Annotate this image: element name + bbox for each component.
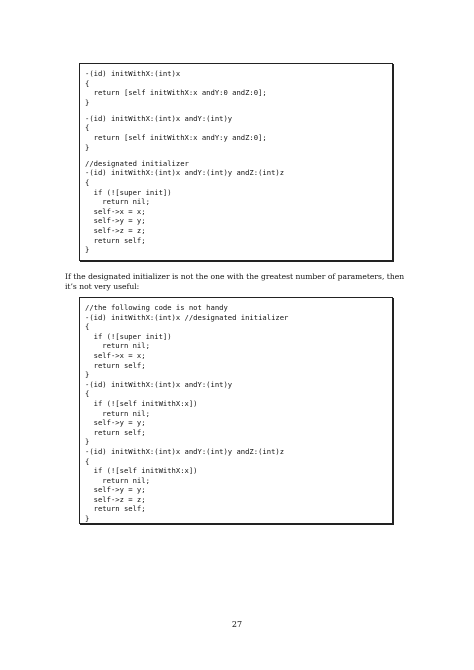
code-line: self->y = y;	[85, 418, 146, 428]
code-line: //designated initializer	[85, 158, 189, 168]
code-line: -(id) initWithX:(int)x //designated initializer	[85, 312, 289, 322]
code-line: {	[85, 322, 90, 332]
body-paragraph: If the designated initializer is not the one with the greatest number of parameters, then it’s not very useful:	[65, 272, 405, 291]
code-line: {	[85, 123, 90, 133]
code-line: return self;	[85, 235, 146, 245]
code-line: self->z = z;	[85, 494, 146, 504]
code-line: //the following code is not handy	[85, 303, 228, 312]
code-line: -(id) initWithX:(int)x andY:(int)y	[85, 113, 233, 123]
code-line: self->z = z;	[85, 225, 146, 235]
code-line: return self;	[85, 427, 146, 437]
code-line: return self;	[85, 504, 146, 514]
code-line: }	[85, 437, 90, 447]
code-line: return nil;	[85, 341, 150, 351]
code-listing-designated-initializer	[79, 63, 393, 261]
code-line: if (![super init])	[85, 331, 172, 341]
code-line: return [self initWithX:x andY:y andZ:0];	[85, 133, 267, 143]
code-line: }	[85, 370, 90, 380]
code-line: {	[85, 389, 90, 399]
code-line: }	[85, 245, 90, 255]
code-line: return [self initWithX:x andY:0 andZ:0];	[85, 88, 267, 98]
code-line: self->y = y;	[85, 485, 146, 495]
code-line: }	[85, 514, 90, 524]
code-line: if (![self initWithX:x])	[85, 398, 198, 408]
code-line: {	[85, 78, 90, 88]
code-line: return nil;	[85, 197, 150, 207]
code-line: {	[85, 456, 90, 466]
code-listing-not-handy	[79, 297, 393, 524]
code-line: return self;	[85, 360, 146, 370]
code-line: if (![super init])	[85, 187, 172, 197]
code-line: self->x = x;	[85, 206, 146, 216]
code-line: -(id) initWithX:(int)x andY:(int)y andZ:(int)z	[85, 168, 285, 178]
code-line: -(id) initWithX:(int)x andY:(int)y	[85, 379, 233, 389]
code-line: return nil;	[85, 408, 150, 418]
code-line: }	[85, 97, 90, 107]
code-line: return nil;	[85, 475, 150, 485]
code-line: -(id) initWithX:(int)x	[85, 69, 181, 78]
code-line: -(id) initWithX:(int)x andY:(int)y andZ:(int)z	[85, 446, 285, 456]
code-line: }	[85, 142, 90, 152]
code-line: {	[85, 177, 90, 187]
page-number: 27	[231, 620, 243, 629]
code-line: self->x = x;	[85, 350, 146, 360]
code-line: if (![self initWithX:x])	[85, 466, 198, 476]
code-line: self->y = y;	[85, 216, 146, 226]
